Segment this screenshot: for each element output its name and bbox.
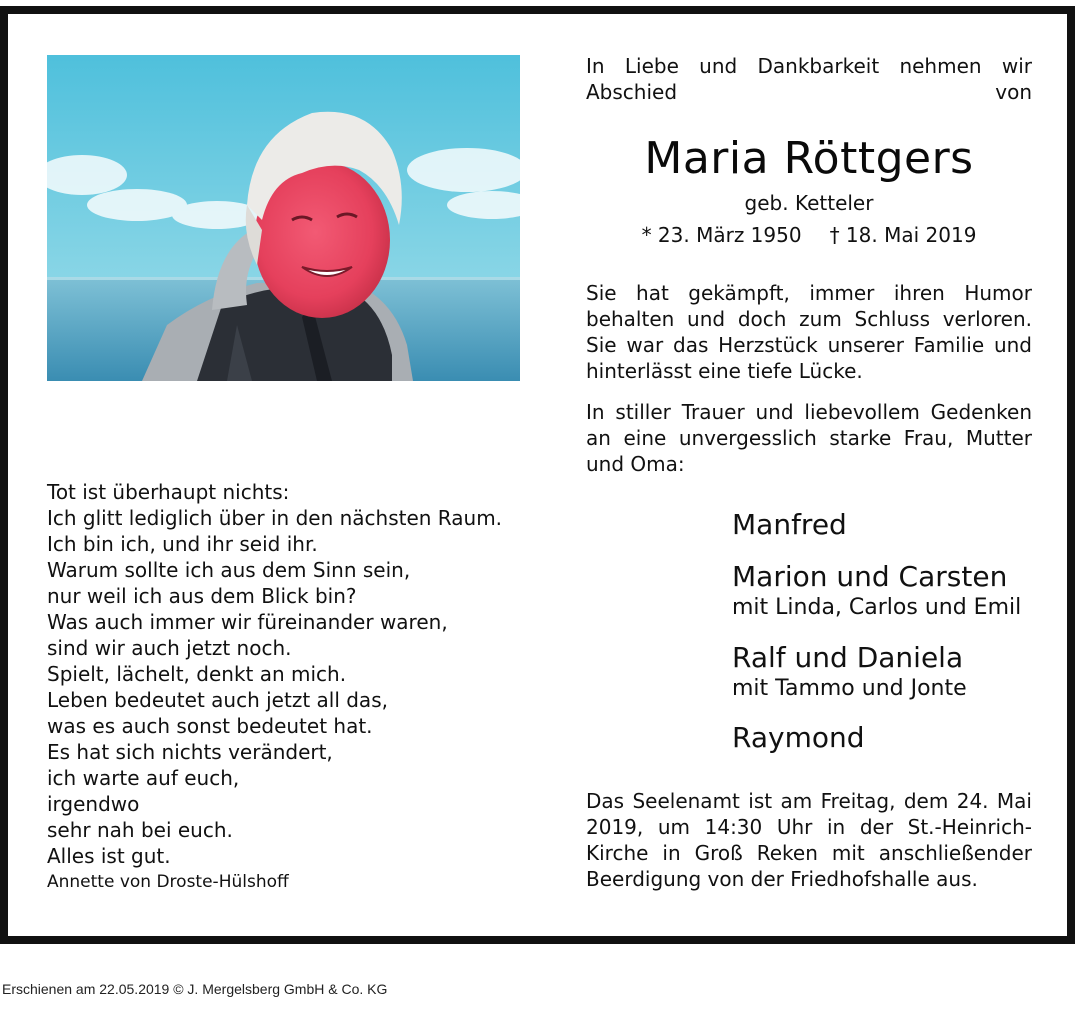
mourning-paragraph: In stiller Trauer und liebevollem Gedenken an eine unvergesslich starke Frau, Mutter und Oma: bbox=[586, 400, 1032, 476]
poem bbox=[47, 479, 547, 894]
tribute-paragraph: Sie hat gekämpft, immer ihren Humor behalten und doch zum Schluss verloren. Sie war das Herzstück unserer Familie und hinterlässt eine tiefe Lücke. bbox=[586, 281, 1032, 383]
poem-line: sind wir auch jetzt noch. bbox=[47, 636, 292, 660]
family-name: Ralf und Daniela bbox=[732, 641, 964, 674]
portrait-photo bbox=[47, 55, 520, 381]
poem-line: irgendwo bbox=[47, 792, 140, 816]
poem-line: Spielt, lächelt, denkt an mich. bbox=[47, 662, 347, 686]
poem-line: Ich bin ich, und ihr seid ihr. bbox=[47, 532, 318, 556]
poem-line: sehr nah bei euch. bbox=[47, 818, 233, 842]
poem-line: Leben bedeutet auch jetzt all das, bbox=[47, 688, 388, 712]
birth-name: geb. Ketteler bbox=[744, 191, 874, 215]
poem-line: was es auch sonst bedeutet hat. bbox=[47, 714, 373, 738]
family-name: Marion und Carsten bbox=[732, 560, 1008, 593]
family-children: mit Linda, Carlos und Emil bbox=[732, 595, 1022, 620]
family-group bbox=[732, 508, 1052, 542]
death-date: † 18. Mai 2019 bbox=[829, 223, 977, 247]
family-children: mit Tammo und Jonte bbox=[732, 676, 967, 701]
family-name: Raymond bbox=[732, 721, 865, 754]
poem-line: ich warte auf euch, bbox=[47, 766, 240, 790]
poem-line: Alles ist gut. bbox=[47, 844, 171, 868]
poem-line: Es hat sich nichts verändert, bbox=[47, 740, 333, 764]
poem-line: Ich glitt lediglich über in den nächsten Raum. bbox=[47, 506, 503, 530]
poem-line: nur weil ich aus dem Blick bin? bbox=[47, 584, 357, 608]
family-group bbox=[732, 641, 1052, 703]
family-group bbox=[732, 560, 1052, 622]
life-dates bbox=[586, 221, 1032, 249]
poem-author: Annette von Droste-Hülshoff bbox=[47, 872, 289, 892]
family-name: Manfred bbox=[732, 508, 847, 541]
poem-line: Warum sollte ich aus dem Sinn sein, bbox=[47, 558, 411, 582]
intro-text: In Liebe und Dankbarkeit nehmen wir Abschied von bbox=[586, 54, 1032, 104]
publication-footer: Erschienen am 22.05.2019 © J. Mergelsberg GmbH & Co. KG bbox=[2, 981, 388, 997]
funeral-notice: Das Seelenamt ist am Freitag, dem 24. Mai 2019, um 14:30 Uhr in der St.-Heinrich-Kirche in Groß Reken mit anschließender Beerdigung von der Friedhofshalle aus. bbox=[586, 789, 1032, 891]
family-group bbox=[732, 721, 1052, 755]
birth-date: * 23. März 1950 bbox=[641, 223, 802, 247]
deceased-name: Maria Röttgers bbox=[644, 133, 974, 184]
poem-line: Tot ist überhaupt nichts: bbox=[47, 480, 290, 504]
poem-line: Was auch immer wir füreinander waren, bbox=[47, 610, 448, 634]
